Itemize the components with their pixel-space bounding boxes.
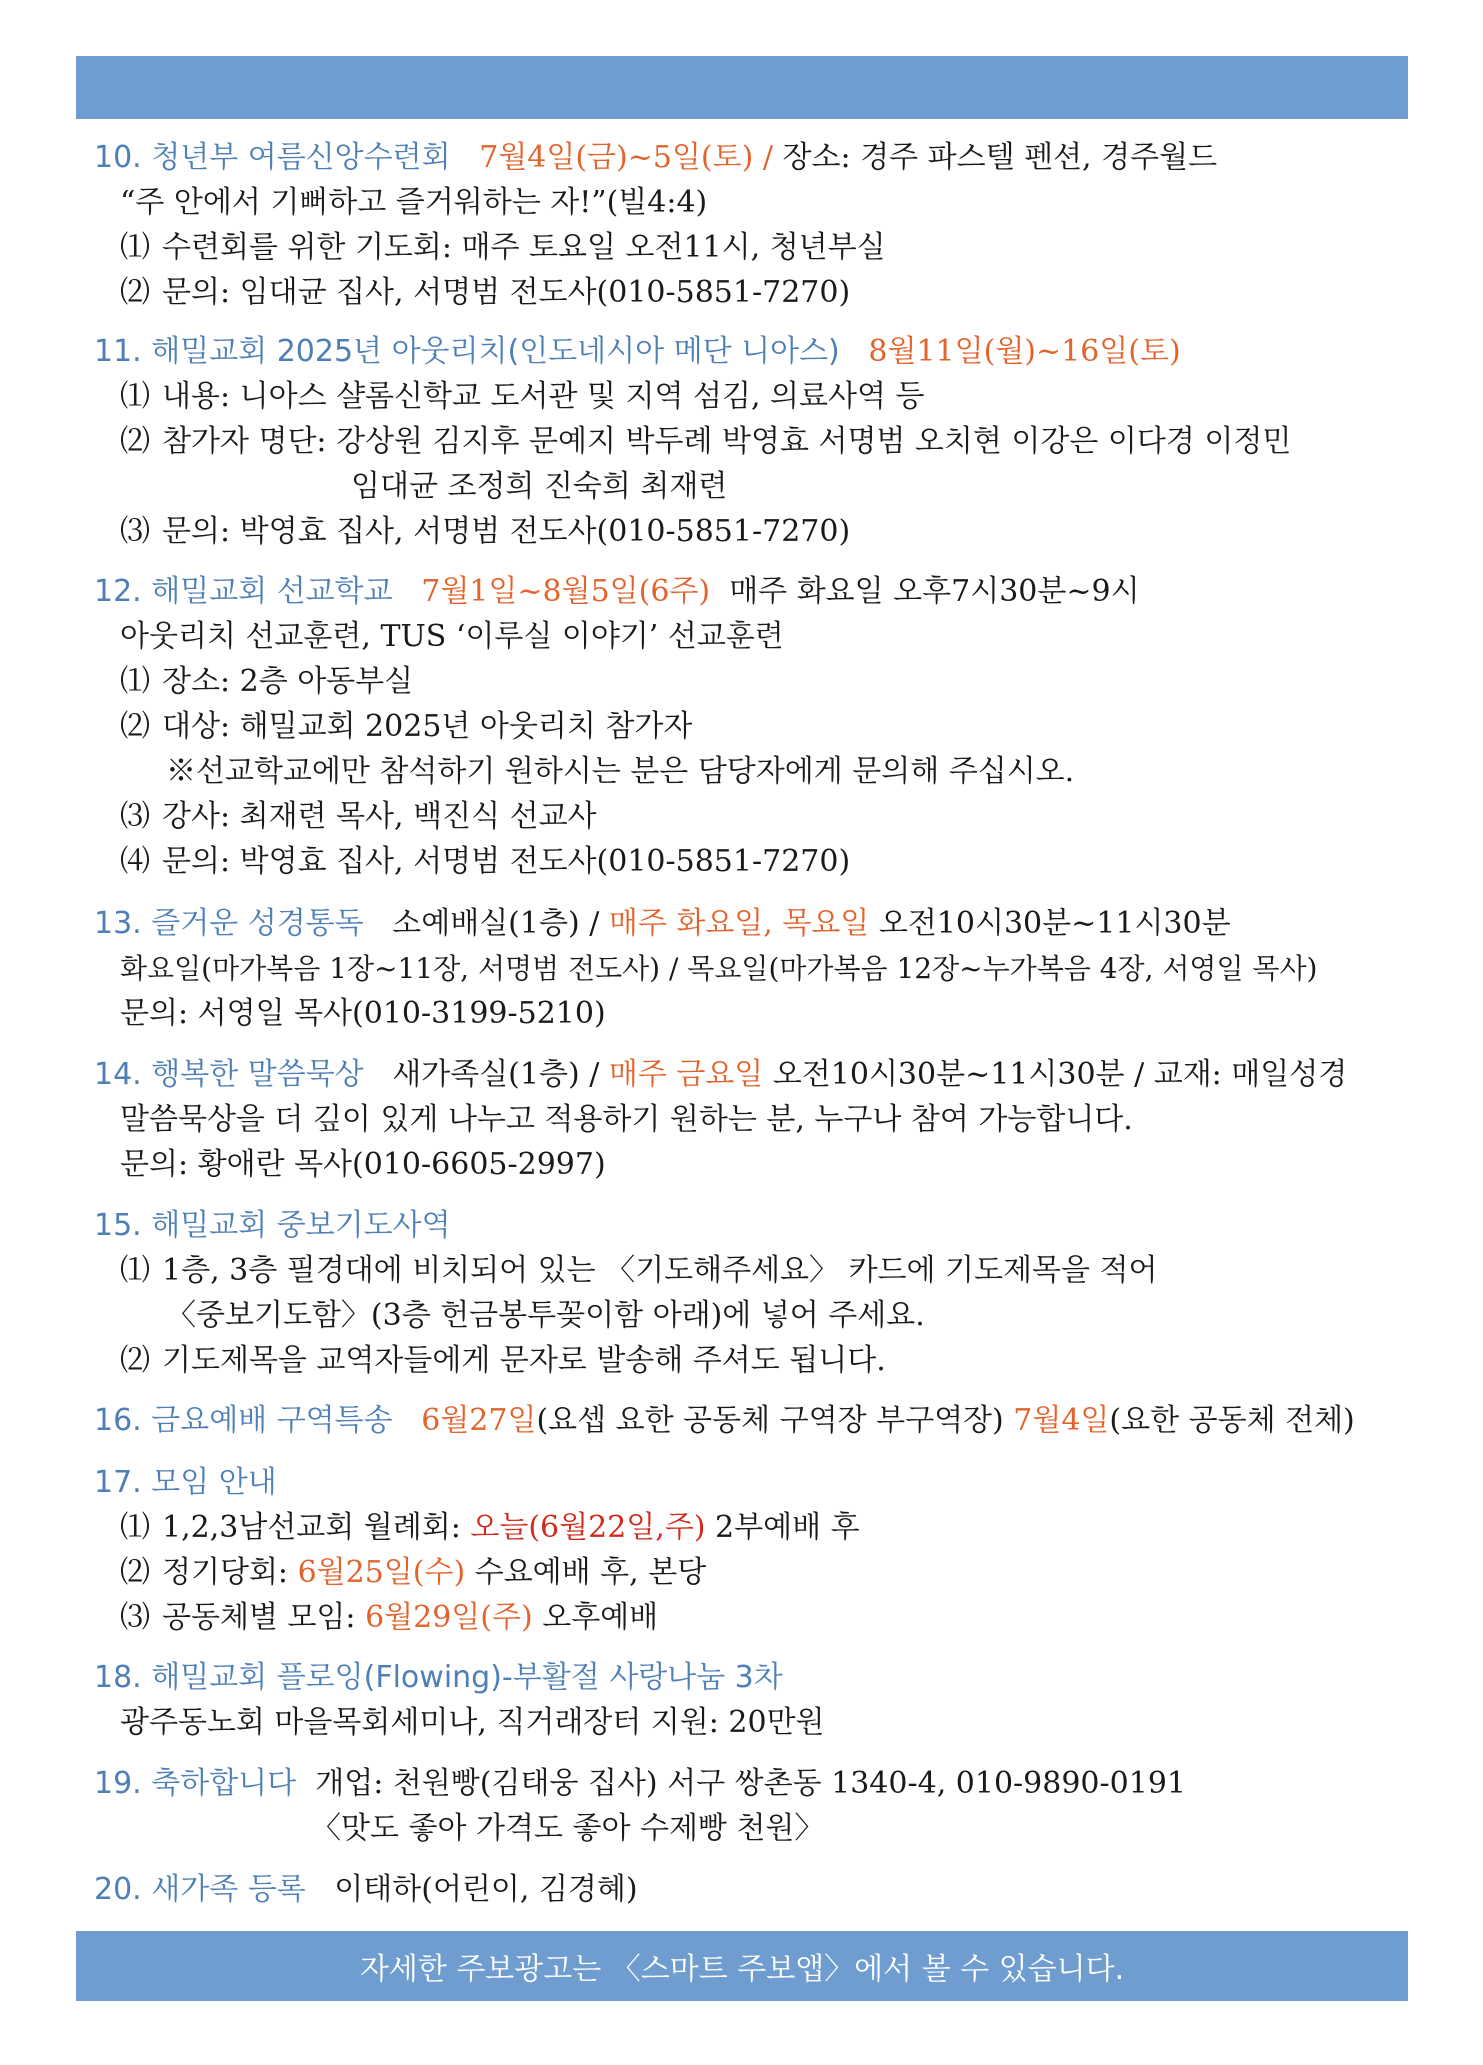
top-banner — [76, 56, 1408, 119]
section-16-header: 16. 금요예배 구역특송 6월27일(요셉 요한 공동체 구역장 부구역장) 7월4일(요한 공동체 전체) — [94, 1403, 1355, 1438]
section-title: 19. 축하합니다 — [94, 1766, 297, 1801]
section-11-item-2: ⑵ 참가자 명단: 강상원 김지후 문예지 박두례 박영효 서명범 오치현 이강은 이다경 이정민 — [120, 424, 1292, 459]
section-12-header: 12. 해밀교회 선교학교 7월1일~8월5일(6주) 매주 화요일 오후7시30분~9시 — [94, 574, 1140, 609]
section-10-quote: “주 안에서 기뻐하고 즐거워하는 자!”(빌4:4) — [120, 185, 708, 220]
section-15-item-2: ⑵ 기도제목을 교역자들에게 문자로 발송해 주셔도 됩니다. — [120, 1343, 886, 1378]
section-date: 7월4일(금)~5일(토) — [479, 140, 754, 175]
section-12-item-4: ⑷ 문의: 박영효 집사, 서명범 전도사(010-5851-7270) — [120, 844, 851, 879]
section-title: 12. 해밀교회 선교학교 — [94, 574, 393, 609]
section-12-item-2: ⑵ 대상: 해밀교회 2025년 아웃리치 참가자 — [120, 709, 693, 744]
section-19-header: 19. 축하합니다 개업: 천원빵(김태웅 집사) 서구 쌍촌동 1340-4, 010-9890-0191 — [94, 1766, 1187, 1801]
section-title: 17. 모임 안내 — [94, 1465, 277, 1500]
section-18-header — [94, 1656, 783, 1700]
section-11-item-1: ⑴ 내용: 니아스 샬롬신학교 도서관 및 지역 섬김, 의료사역 등 — [120, 379, 925, 414]
section-13-header: 13. 즐거운 성경통독 소예배실(1층) / 매주 화요일, 목요일 오전10시30분~11시30분 — [94, 906, 1231, 941]
section-12-desc: 아웃리치 선교훈련, TUS ‘이루실 이야기’ 선교훈련 — [120, 619, 784, 654]
section-19-line-2: 〈맛도 좋아 가격도 좋아 수제빵 천원〉 — [311, 1811, 825, 1846]
section-title: 13. 즐거운 성경통독 — [94, 906, 364, 941]
section-10-item-1: ⑴ 수련회를 위한 기도회: 매주 토요일 오전11시, 청년부실 — [120, 230, 886, 265]
section-14-line-2: 말씀묵상을 더 깊이 있게 나누고 적용하기 원하는 분, 누구나 참여 가능합니다. — [120, 1102, 1133, 1137]
section-10-header: 10. 청년부 여름신앙수련회 7월4일(금)~5일(토) / 장소: 경주 파스텔 펜션, 경주월드 — [94, 140, 1218, 175]
section-11-header — [94, 330, 1181, 374]
section-title: 20. 새가족 등록 — [94, 1872, 306, 1907]
section-12-item-1: ⑴ 장소: 2층 아동부실 — [120, 664, 414, 699]
section-15-item-1-cont: 〈중보기도함〉(3층 헌금봉투꽂이함 아래)에 넣어 주세요. — [166, 1298, 925, 1333]
section-14-header: 14. 행복한 말씀묵상 새가족실(1층) / 매주 금요일 오전10시30분~11시30분 / 교재: 매일성경 — [94, 1057, 1348, 1092]
section-17-item-2: ⑵ 정기당회: 6월25일(수) 수요예배 후, 본당 — [120, 1555, 707, 1590]
section-title: 18. 해밀교회 플로잉(Flowing)-부활절 사랑나눔 3차 — [94, 1660, 783, 1695]
section-date: 8월11일(월)~16일(토) — [868, 334, 1181, 369]
section-10-item-2: ⑵ 문의: 임대균 집사, 서명범 전도사(010-5851-7270) — [120, 275, 851, 310]
section-15-item-1: ⑴ 1층, 3층 필경대에 비치되어 있는 〈기도해주세요〉 카드에 기도제목을 적어 — [120, 1253, 1158, 1288]
section-12-item-3: ⑶ 강사: 최재련 목사, 백진식 선교사 — [120, 799, 597, 834]
section-17-header — [94, 1461, 277, 1505]
section-17-item-3: ⑶ 공동체별 모임: 6월29일(주) 오후예배 — [120, 1600, 659, 1635]
section-11-item-3: ⑶ 문의: 박영효 집사, 서명범 전도사(010-5851-7270) — [120, 514, 851, 549]
section-title: 10. 청년부 여름신앙수련회 — [94, 140, 451, 175]
section-18-line-1: 광주동노회 마을목회세미나, 직거래장터 지원: 20만원 — [120, 1705, 825, 1740]
footer-banner — [76, 1931, 1408, 2001]
section-title: 15. 해밀교회 중보기도사역 — [94, 1208, 451, 1243]
footer-text: 자세한 주보광고는 〈스마트 주보앱〉에서 볼 수 있습니다. — [359, 1952, 1125, 1987]
section-15-header — [94, 1204, 451, 1248]
section-title: 16. 금요예배 구역특송 — [94, 1403, 393, 1438]
section-12-note: ※선교학교에만 참석하기 원하시는 분은 담당자에게 문의해 주십시오. — [166, 754, 1075, 789]
section-14-contact: 문의: 황애란 목사(010-6605-2997) — [120, 1147, 606, 1182]
section-17-item-1: ⑴ 1,2,3남선교회 월례회: 오늘(6월22일,주) 2부예배 후 — [120, 1510, 860, 1545]
section-title: 14. 행복한 말씀묵상 — [94, 1057, 364, 1092]
section-place: 장소: 경주 파스텔 펜션, 경주월드 — [782, 140, 1218, 175]
section-title: 11. 해밀교회 2025년 아웃리치(인도네시아 메단 니아스) — [94, 334, 840, 369]
section-11-item-2-cont: 임대균 조정희 진숙희 최재련 — [351, 469, 728, 504]
section-13-line-2: 화요일(마가복음 1장~11장, 서명범 전도사) / 목요일(마가복음 12장~누가복음 4장, 서영일 목사) — [120, 952, 1318, 985]
section-13-contact: 문의: 서영일 목사(010-3199-5210) — [120, 996, 606, 1031]
section-date: 7월1일~8월5일(6주) — [421, 574, 711, 609]
section-20-header: 20. 새가족 등록 이태하(어린이, 김경혜) — [94, 1872, 638, 1907]
